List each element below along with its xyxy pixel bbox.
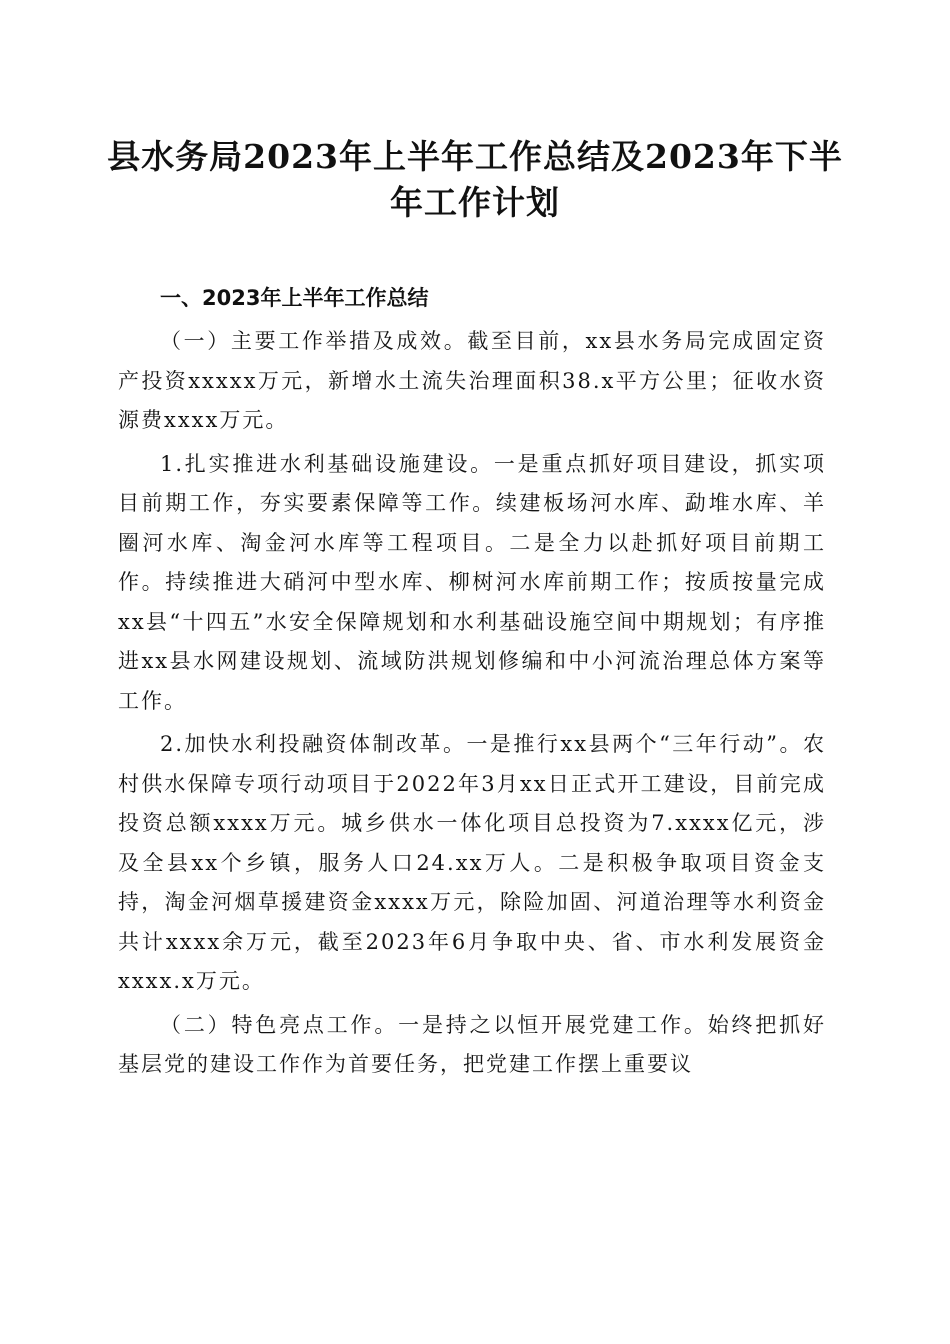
paragraph-infrastructure: 1.扎实推进水利基础设施建设。一是重点抓好项目建设，抓实项目前期工作，夯实要素保障等工作。续建板场河水库、勐堆水库、羊圈河水库、淘金河水库等工程项目。二是全力以赴抓好项目前期工作。持续推进大硝河中型水库、柳树河水库前期工作；按质按量完成xx县“十四五”水安全保障规划和水利基础设施空间中期规划；有序推进xx县水网建设规划、流域防洪规划修编和中小河流治理总体方案等工作。 <box>118 451 826 713</box>
section-heading: 一、2023年上半年工作总结 <box>160 286 429 310</box>
paragraph-investment-reform: 2.加快水利投融资体制改革。一是推行xx县两个“三年行动”。农村供水保障专项行动项目于2022年3月xx日正式开工建设，目前完成投资总额xxxx万元。城乡供水一体化项目总投资为7.xxxx亿元，涉及全县xx个乡镇，服务人口24.xx万人。二是积极争取项目资金支持，淘金河烟草援建资金xxxx万元，除险加固、河道治理等水利资金共计xxxx余万元，截至2023年6月争取中央、省、市水利发展资金xxxx.x万元。 <box>118 732 826 993</box>
document-body <box>118 322 826 1085</box>
paragraph-highlights: （二）特色亮点工作。一是持之以恒开展党建工作。始终把抓好基层党的建设工作作为首要任务，把党建工作摆上重要议 <box>118 1012 826 1076</box>
paragraph-main-measures: （一）主要工作举措及成效。截至目前，xx县水务局完成固定资产投资xxxxx万元，新增水土流失治理面积38.x平方公里；征收水资源费xxxx万元。 <box>118 329 826 432</box>
document-title: 县水务局2023年上半年工作总结及2023年下半年工作计划 <box>107 137 843 222</box>
